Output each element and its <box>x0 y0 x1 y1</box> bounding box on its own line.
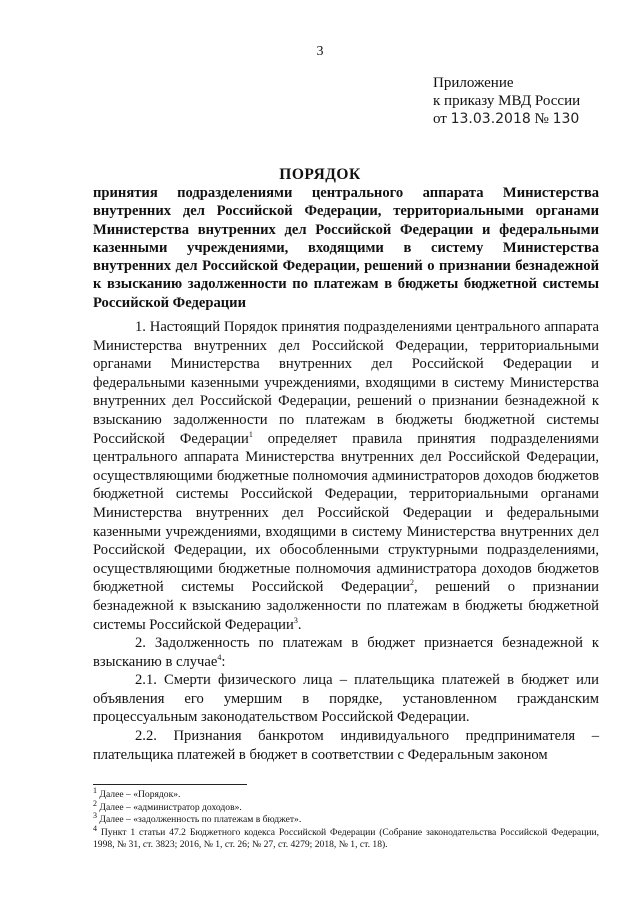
document-body <box>93 318 599 764</box>
appendix-order-ref: к приказу МВД России <box>433 93 581 109</box>
paragraph-1-part-a: 1. Настоящий Порядок принятия подразделениями центрального аппарата Министерства внутренних дел Российской Федерации, территориальными органами Министерства внутренних дел Российской Федерации и федеральными казенными учреждениями, входящими в систему Министерства внутренних дел Российской Федерации, решений о признании безнадежной к взысканию задолженности по платежам в бюджеты бюджетной системы Российской Федерации <box>93 319 599 447</box>
paragraph-2-text: 2. Задолженность по платежам в бюджет признается безнадежной к взысканию в случае <box>93 635 599 670</box>
paragraph-1-part-b: определяет правила принятия подразделениями центрального аппарата Министерства внутренних дел Российской Федерации, осуществляющими бюджетные полномочия администраторов доходов бюджетов бюджетной системы Российской Федерации, территориальными органами Министерства внутренних дел Российской Федерации и федеральными казенными учреждениями, входящими в систему Министерства внутренних дел Российской Федерации, их обособленными структурными подразделениями, осуществляющими бюджетные полномочия администратора доходов бюджетов бюджетной системы Российской Федерации <box>93 430 599 596</box>
paragraph-2-2: 2.2. Признания банкротом индивидуального предпринимателя – плательщика платежей в бюджет в соответствии с Федеральным законом <box>93 728 599 763</box>
footnote-ref-3: 3 <box>293 615 298 625</box>
paragraph-1-part-d: . <box>297 616 302 633</box>
footnote-mark-2: 2 <box>93 798 97 808</box>
appendix-block <box>433 74 580 128</box>
footnote-3 <box>93 811 599 827</box>
order-number: 130 <box>552 111 580 127</box>
footnote-mark-4: 4 <box>93 823 97 833</box>
footnote-text-4: Пункт 1 статьи 47.2 Бюджетного кодекса Российской Федерации (Собрание законодательства Российской Федерации, 1998, № 31, ст. 3823; 2016, № 1, ст. 26; № 27, ст. 4279; 2018, № 1, ст. 18). <box>93 826 599 851</box>
document-subtitle: принятия подразделениями центрального аппарата Министерства внутренних дел Российской Федерации, территориальными органами Министерства внутренних дел Российской Федерации и федеральными казенными учреждениями, входящими в систему Министерства внутренних дел Российской Федерации, решений о признании безнадежной к взысканию задолженности по платежам в бюджеты бюджетной системы Российской Федерации <box>93 185 599 311</box>
footnote-4 <box>93 823 599 852</box>
paragraph-1-part-c: , решений о признании безнадежной к взысканию задолженности по платежам в бюджеты бюджетной системы Российской Федерации <box>93 579 599 633</box>
page-number: 3 <box>316 44 324 59</box>
footnote-ref-1: 1 <box>248 429 253 439</box>
paragraph-1 <box>93 318 599 634</box>
paragraph-2-1: 2.1. Смерти физического лица – плательщика платежей в бюджет или объявления его умершим в порядке, установленном гражданским процессуальным законодательством Российской Федерации. <box>93 672 599 726</box>
document-title: ПОРЯДОК <box>279 166 361 183</box>
order-date: 13.03.2018 <box>450 111 531 127</box>
paragraph-2-end: : <box>221 653 226 670</box>
date-prefix: от <box>433 111 447 127</box>
footnote-text-1: Далее – «Порядок». <box>99 789 181 800</box>
footnote-text-2: Далее – «администратор доходов». <box>99 801 242 813</box>
footnote-text-3: Далее – «задолженность по платежам в бюджет». <box>99 814 302 826</box>
appendix-label: Приложение <box>433 75 514 91</box>
footnote-ref-2: 2 <box>409 578 414 588</box>
footnote-1 <box>93 785 599 802</box>
footnotes <box>93 785 599 852</box>
footnote-separator <box>93 784 247 785</box>
footnote-mark-3: 3 <box>93 811 97 820</box>
footnote-mark-1: 1 <box>93 785 97 795</box>
paragraph-2 <box>93 634 599 671</box>
footnote-ref-4: 4 <box>217 652 222 662</box>
appendix-date-line <box>433 110 580 128</box>
number-sign: № <box>534 111 549 127</box>
footnote-2 <box>93 798 599 815</box>
